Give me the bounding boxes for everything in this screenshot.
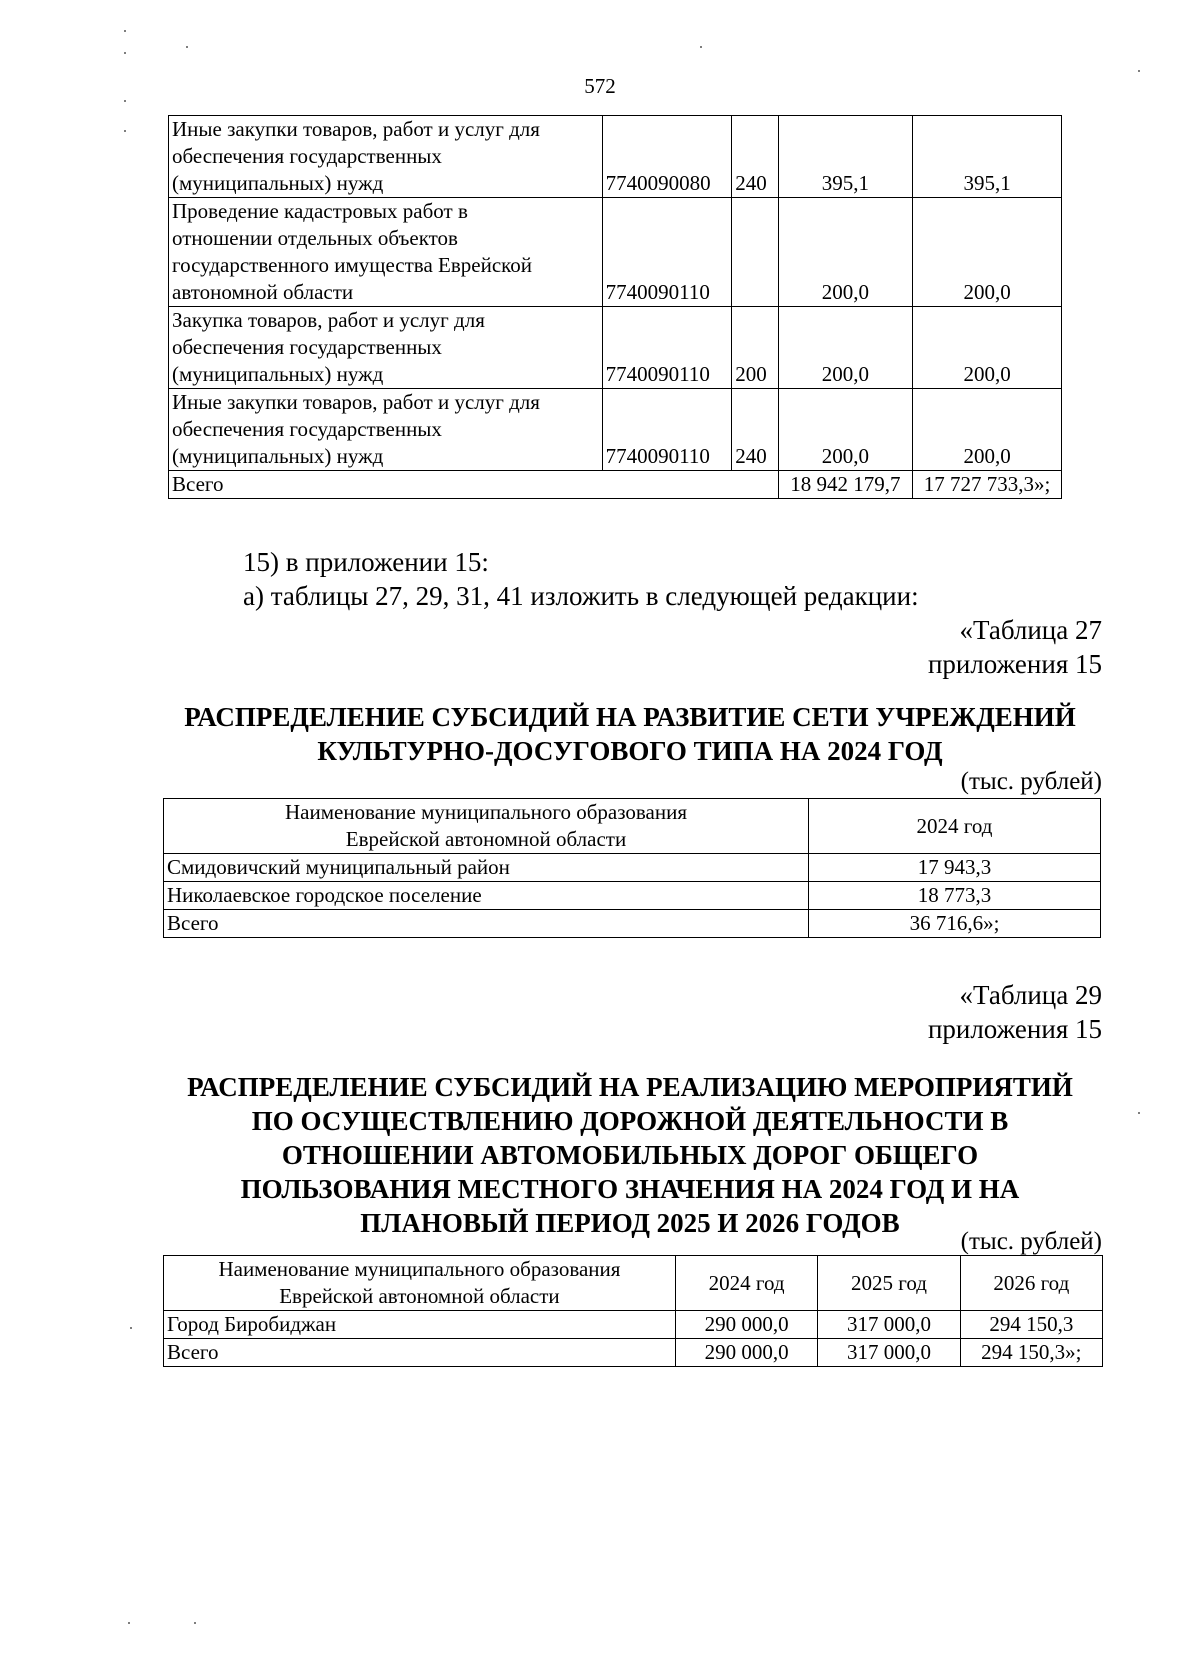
cell-name-line: отношении отдельных объектов: [172, 226, 458, 250]
scan-speck: [186, 46, 188, 48]
cell-code: 7740090110: [602, 389, 732, 471]
scan-speck: [1138, 1112, 1140, 1114]
table29-header-name: [164, 1256, 676, 1311]
table-row: [169, 389, 1062, 471]
table27-header-year: 2024 год: [809, 799, 1101, 854]
table29-cell-name: Всего: [164, 1339, 676, 1367]
cell-vr: 200: [732, 307, 778, 389]
cell-name-line: Закупка товаров, работ и услуг для: [172, 308, 485, 332]
table27-units: (тыс. рублей): [960, 768, 1102, 795]
header-line: Наименование муниципального образования: [285, 800, 687, 824]
table29-caption: «Таблица 29: [959, 980, 1102, 1010]
table29-cell-value: 317 000,0: [818, 1311, 960, 1339]
table29-units: (тыс. рублей): [960, 1228, 1102, 1255]
scan-speck: [124, 30, 126, 32]
table29-heading: [150, 1070, 1110, 1240]
table27-header-name: [164, 799, 809, 854]
table29-cell-value: 290 000,0: [675, 1311, 817, 1339]
scan-speck: [130, 1327, 132, 1329]
cell-v1: 200,0: [778, 307, 913, 389]
table-row: [164, 882, 1101, 910]
scan-speck: [128, 1622, 130, 1624]
header-line: Еврейской автономной области: [345, 827, 627, 851]
table29-heading-line: ОТНОШЕНИИ АВТОМОБИЛЬНЫХ ДОРОГ ОБЩЕГО: [281, 1140, 979, 1170]
scan-speck: [1138, 70, 1140, 72]
table27-appendix: приложения 15: [927, 649, 1102, 679]
table29-cell-value: 294 150,3: [960, 1311, 1102, 1339]
table29-header-year: 2025 год: [818, 1256, 960, 1311]
cell-v1: 200,0: [778, 198, 913, 307]
table27-heading-line: КУЛЬТУРНО-ДОСУГОВОГО ТИПА НА 2024 ГОД: [317, 736, 943, 766]
cell-name: [169, 389, 603, 471]
table-row: [164, 854, 1101, 882]
cell-code: 7740090080: [602, 116, 732, 198]
table29-heading-line: РАСПРЕДЕЛЕНИЕ СУБСИДИЙ НА РЕАЛИЗАЦИЮ МЕРОПРИЯТИЙ: [187, 1072, 1073, 1102]
table-row: [164, 1339, 1103, 1367]
cell-v2: 395,1: [913, 116, 1062, 198]
table29: [163, 1255, 1103, 1367]
cell-vr: 240: [732, 116, 778, 198]
cell-name-line: обеспечения государственных: [172, 417, 442, 441]
table27-cell-name: Смидовичский муниципальный район: [164, 854, 809, 882]
table-row: [164, 910, 1101, 938]
table-total-row: [169, 471, 1062, 499]
table29-cell-value: 317 000,0: [818, 1339, 960, 1367]
paragraph-item-15: 15) в приложении 15:: [243, 547, 489, 577]
cell-vr: 240: [732, 389, 778, 471]
cell-name-line: Иные закупки товаров, работ и услуг для: [172, 390, 540, 414]
cell-name: [169, 116, 603, 198]
table-row: [164, 1311, 1103, 1339]
cell-name-line: обеспечения государственных: [172, 144, 442, 168]
table29-cell-value: 294 150,3»;: [960, 1339, 1102, 1367]
scan-speck: [194, 1622, 196, 1624]
cell-name-line: (муниципальных) нужд: [172, 444, 384, 468]
cell-name-line: Проведение кадастровых работ в: [172, 199, 468, 223]
table27-cell-name: Николаевское городское поселение: [164, 882, 809, 910]
table29-heading-line: ПОЛЬЗОВАНИЯ МЕСТНОГО ЗНАЧЕНИЯ НА 2024 ГОД И НА: [240, 1174, 1020, 1204]
cell-v2: 200,0: [913, 389, 1062, 471]
budget-table-continuation: [168, 115, 1062, 499]
cell-name-line: Иные закупки товаров, работ и услуг для: [172, 117, 540, 141]
table29-heading-line: ПО ОСУЩЕСТВЛЕНИЮ ДОРОЖНОЙ ДЕЯТЕЛЬНОСТИ В: [251, 1106, 1009, 1136]
scan-speck: [124, 52, 126, 54]
table27: [163, 798, 1101, 938]
table29-header-year: 2024 год: [675, 1256, 817, 1311]
scan-speck: [700, 46, 702, 48]
scan-speck: [124, 100, 126, 102]
table27-heading: [150, 700, 1110, 768]
cell-v2: 200,0: [913, 198, 1062, 307]
table-row: [169, 116, 1062, 198]
cell-vr: [732, 198, 778, 307]
cell-v1: 395,1: [778, 116, 913, 198]
table27-cell-value: 17 943,3: [809, 854, 1101, 882]
header-line: Еврейской автономной области: [279, 1284, 560, 1308]
table27-heading-line: РАСПРЕДЕЛЕНИЕ СУБСИДИЙ НА РАЗВИТИЕ СЕТИ УЧРЕЖДЕНИЙ: [184, 702, 1076, 732]
cell-name-line: автономной области: [172, 280, 354, 304]
table-row: [169, 307, 1062, 389]
table27-caption: «Таблица 27: [959, 615, 1102, 645]
cell-code: 7740090110: [602, 198, 732, 307]
cell-name: [169, 307, 603, 389]
table29-header-year: 2026 год: [960, 1256, 1102, 1311]
table27-cell-name: Всего: [164, 910, 809, 938]
table29-cell-value: 290 000,0: [675, 1339, 817, 1367]
table-row: [169, 198, 1062, 307]
scan-speck: [124, 130, 126, 132]
cell-total-v1: 18 942 179,7: [778, 471, 913, 499]
header-line: Наименование муниципального образования: [218, 1257, 621, 1281]
table27-cell-value: 36 716,6»;: [809, 910, 1101, 938]
cell-name: [169, 198, 603, 307]
table29-appendix: приложения 15: [927, 1014, 1102, 1044]
table29-cell-name: Город Биробиджан: [164, 1311, 676, 1339]
table29-heading-line: ПЛАНОВЫЙ ПЕРИОД 2025 И 2026 ГОДОВ: [360, 1208, 900, 1238]
cell-total-v2: 17 727 733,3»;: [913, 471, 1062, 499]
cell-v2: 200,0: [913, 307, 1062, 389]
table27-cell-value: 18 773,3: [809, 882, 1101, 910]
cell-name-line: (муниципальных) нужд: [172, 362, 384, 386]
cell-name-line: обеспечения государственных: [172, 335, 442, 359]
cell-code: 7740090110: [602, 307, 732, 389]
paragraph-item-a: а) таблицы 27, 29, 31, 41 изложить в следующей редакции:: [243, 581, 919, 611]
cell-v1: 200,0: [778, 389, 913, 471]
cell-name-line: государственного имущества Еврейской: [172, 253, 533, 277]
page-number: 572: [584, 74, 616, 98]
cell-name-line: (муниципальных) нужд: [172, 171, 384, 195]
cell-total-label: Всего: [169, 471, 779, 499]
